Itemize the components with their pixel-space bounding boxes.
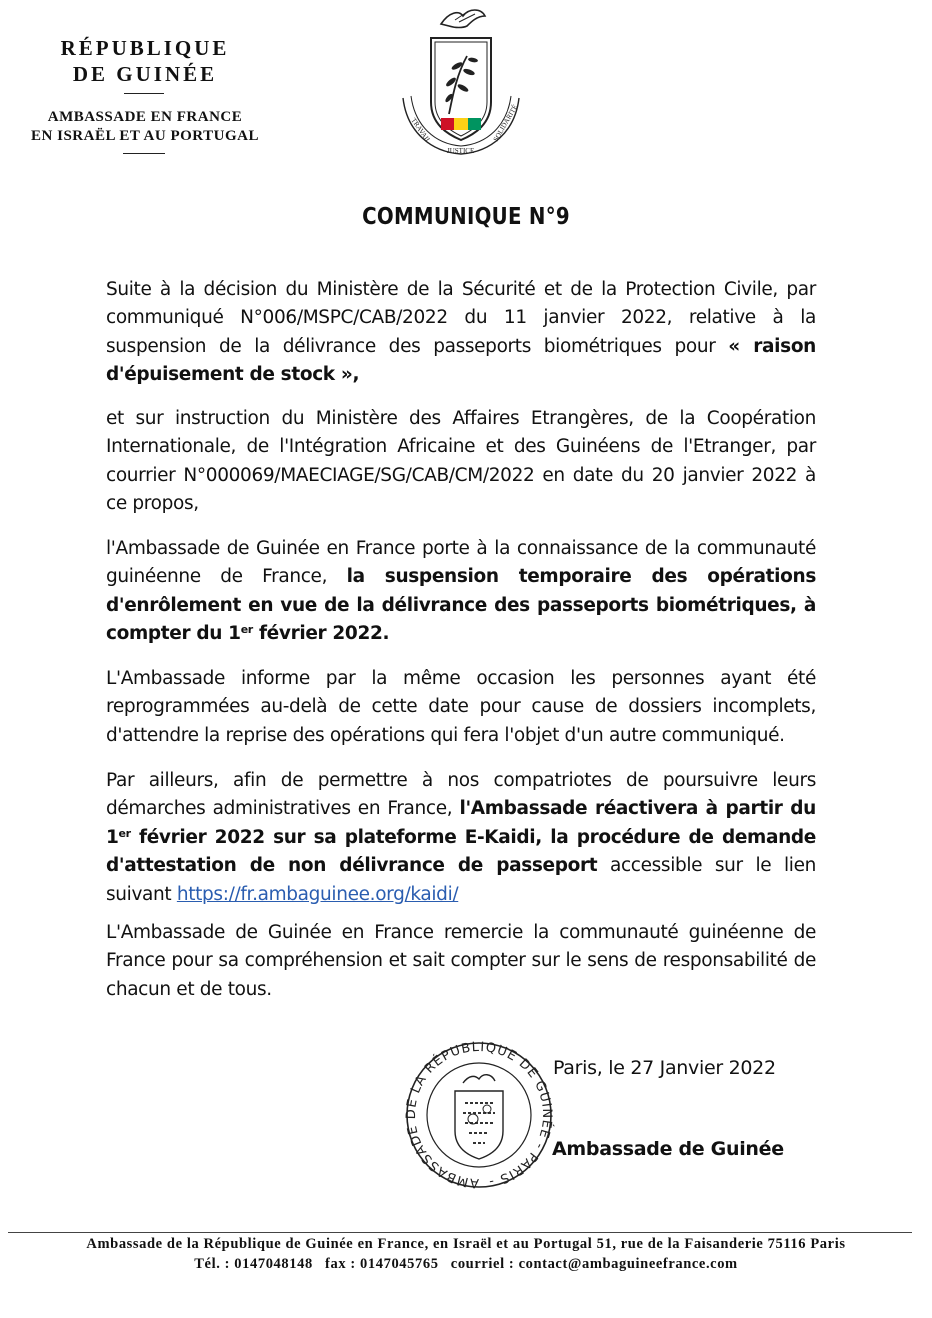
place-date: Paris, le 27 Janvier 2022 bbox=[553, 1057, 776, 1079]
coat-of-arms-icon bbox=[397, 2, 525, 162]
p5-bold-1: l'Ambassade réactivera à partir du 1 bbox=[106, 798, 817, 848]
paragraph-6 bbox=[106, 919, 816, 1004]
p5-text-2: accessible sur le lien suivant bbox=[106, 855, 816, 905]
embassy-stamp-icon bbox=[403, 1033, 555, 1193]
coat-motto-right: SOLIDARITÉ bbox=[491, 103, 520, 143]
coat-motto-bottom: JUSTICE bbox=[447, 147, 475, 155]
paragraph-1 bbox=[106, 276, 816, 390]
p3-text: l'Ambassade de Guinée en France porte à la connaissance de la communauté guinéenne de France, bbox=[106, 538, 816, 588]
header-divider-2 bbox=[123, 153, 165, 154]
footer-email: courriel : contact@ambaguineefrance.com bbox=[450, 1256, 738, 1272]
footer-divider bbox=[8, 1232, 912, 1233]
p5-bold-2: février 2022 sur sa plateforme E-Kaidi, la procédure de demande d'attestation de non délivrance de passeport bbox=[106, 826, 816, 877]
kaidi-link[interactable]: https://fr.ambaguinee.org/kaidi/ bbox=[176, 883, 459, 905]
page-title: COMMUNIQUE N°9 bbox=[362, 204, 570, 230]
footer-address: Ambassade de la République de Guinée en France, en Israël et au Portugal 51, rue de la Faisanderie 75116 Paris bbox=[86, 1236, 846, 1252]
p5-superscript: er bbox=[118, 826, 131, 840]
stamp-text-path: AMBASSADE DE LA RÉPUBLIQUE DE GUINÉE - PARIS - bbox=[403, 1039, 555, 1191]
signer-name: Ambassade de Guinée bbox=[552, 1138, 784, 1160]
header-divider-1 bbox=[124, 93, 164, 94]
paragraph-5 bbox=[106, 767, 816, 909]
paragraph-2 bbox=[106, 405, 816, 519]
p2-text: et sur instruction du Ministère des Affaires Etrangères, de la Coopération Internationale, de l'Intégration Africaine et des Guinéens de l'Etranger, par courrier N°000069/MAECIAGE/SG/CAB/CM/2022 en date du 20 janvier 2022 à ce propos, bbox=[106, 408, 816, 515]
p5-text: Par ailleurs, afin de permettre à nos compatriotes de poursuivre leurs démarches administratives en France, bbox=[106, 770, 816, 820]
paragraph-4 bbox=[106, 665, 816, 750]
footer-contacts bbox=[0, 1256, 932, 1273]
p6-text: L'Ambassade de Guinée en France remercie la communauté guinéenne de France pour sa compréhension et sait compter sur le sens de responsabilité de chacun et de tous. bbox=[106, 922, 816, 1000]
p1-text: Suite à la décision du Ministère de la Sécurité et de la Protection Civile, par communiqué N°006/MSPC/CAB/2022 du 11 janvier 2022, relative à la suspension de la délivrance des passeports biométriques pour bbox=[106, 279, 816, 357]
p3-superscript: er bbox=[240, 623, 253, 637]
p3-bold-end: février 2022. bbox=[252, 623, 390, 645]
embassy-line-1: AMBASSADE EN FRANCE bbox=[47, 109, 243, 125]
p4-text: L'Ambassade informe par la même occasion les personnes ayant été reprogrammées au-delà de cette date pour cause de dossiers incomplets, d'attendre la reprise des opérations qui fera l'objet d'un autre communiqué. bbox=[106, 668, 816, 746]
embassy-line-2: EN ISRAËL ET AU PORTUGAL bbox=[31, 128, 259, 144]
country-line-1: RÉPUBLIQUE bbox=[60, 36, 230, 60]
paragraph-3 bbox=[106, 535, 816, 649]
coat-motto-left: TRAVAIL bbox=[409, 116, 433, 145]
p1-bold: « raison d'épuisement de stock », bbox=[106, 335, 817, 386]
country-name bbox=[30, 35, 260, 87]
p3-bold: la suspension temporaire des opérations d'enrôlement en vue de la délivrance des passeports biométriques, à compter du 1 bbox=[106, 566, 816, 645]
country-line-2: DE GUINÉE bbox=[72, 62, 218, 86]
embassy-name bbox=[25, 108, 265, 146]
footer-tel: Tél. : 0147048148 bbox=[194, 1256, 313, 1272]
footer-fax: fax : 0147045765 bbox=[325, 1256, 439, 1272]
